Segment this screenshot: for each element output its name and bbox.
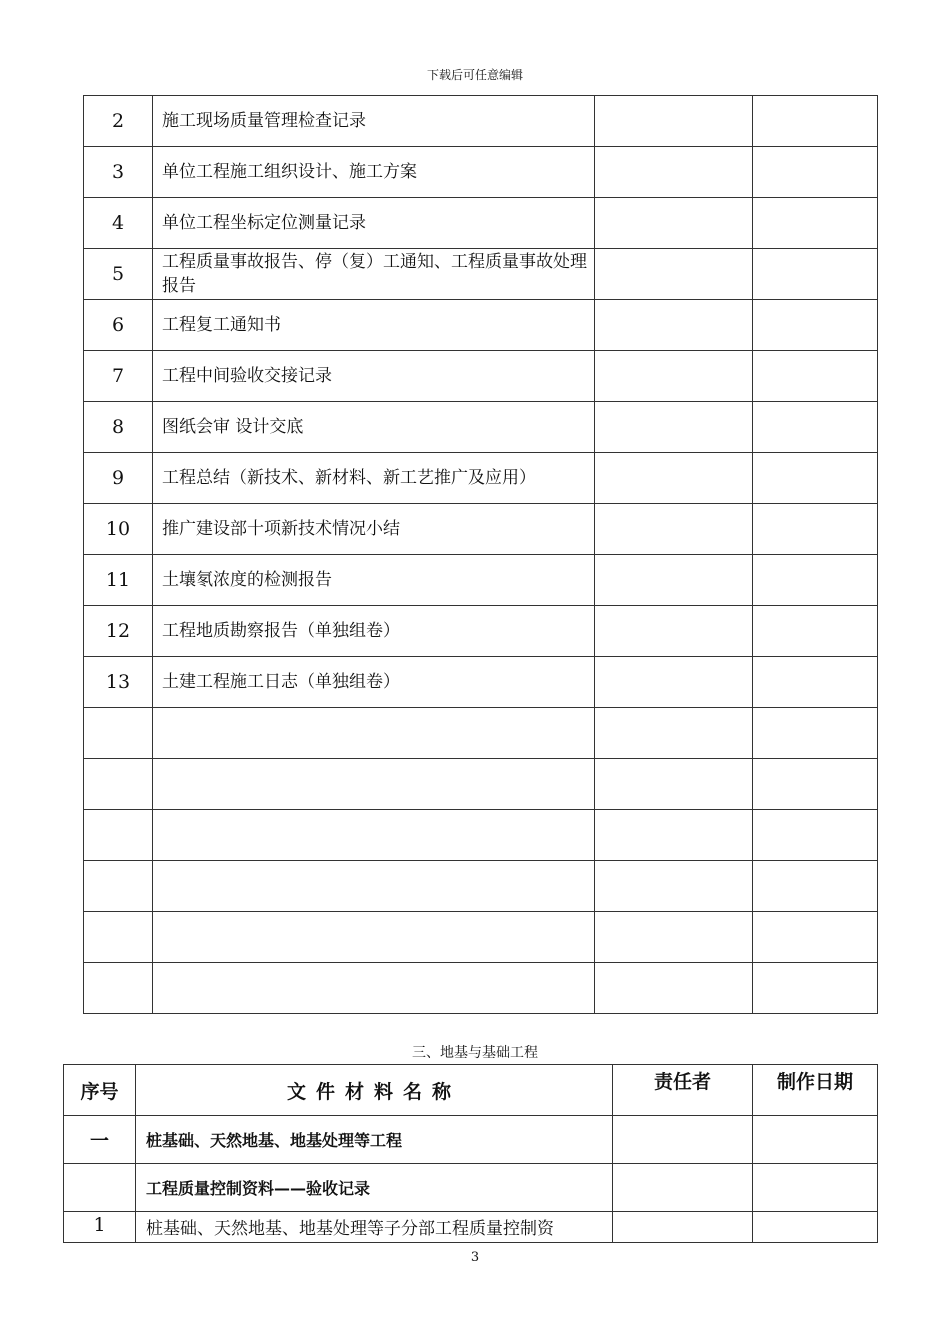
row-col-4	[753, 759, 878, 810]
row-col-3	[595, 249, 753, 300]
row-col-3	[595, 147, 753, 198]
row-col-3	[595, 96, 753, 147]
row-num: 一	[64, 1116, 136, 1164]
table-row	[84, 453, 878, 504]
table-row	[84, 606, 878, 657]
section-title: 三、地基与基础工程	[412, 1045, 538, 1061]
row-num	[84, 912, 153, 963]
row-name	[153, 912, 595, 963]
row-col-4	[753, 147, 878, 198]
header-num: 序号	[64, 1065, 136, 1116]
row-col-3	[595, 861, 753, 912]
row-col-3	[595, 300, 753, 351]
row-num	[84, 759, 153, 810]
row-num: 12	[84, 606, 153, 657]
row-col-3	[595, 606, 753, 657]
row-responsible	[613, 1212, 753, 1243]
table-row	[84, 504, 878, 555]
row-col-4	[753, 963, 878, 1014]
row-col-4	[753, 351, 878, 402]
row-name: 单位工程坐标定位测量记录	[153, 198, 595, 249]
table-row	[84, 147, 878, 198]
row-num: 4	[84, 198, 153, 249]
table-row	[84, 402, 878, 453]
table-row	[84, 708, 878, 759]
table-row	[84, 555, 878, 606]
row-num	[84, 963, 153, 1014]
row-num: 8	[84, 402, 153, 453]
page-number: 3	[470, 1250, 480, 1265]
row-col-4	[753, 504, 878, 555]
table-row	[84, 351, 878, 402]
row-col-4	[753, 657, 878, 708]
row-num: 3	[84, 147, 153, 198]
row-num: 6	[84, 300, 153, 351]
row-col-4	[753, 708, 878, 759]
row-col-3	[595, 198, 753, 249]
row-num: 5	[84, 249, 153, 300]
row-col-4	[753, 555, 878, 606]
header-name: 文件材料名称	[136, 1065, 613, 1116]
row-name: 图纸会审 设计交底	[153, 402, 595, 453]
table-row	[84, 810, 878, 861]
row-num: 13	[84, 657, 153, 708]
row-col-3	[595, 657, 753, 708]
row-col-3	[595, 555, 753, 606]
row-col-4	[753, 861, 878, 912]
row-col-4	[753, 912, 878, 963]
row-col-4	[753, 810, 878, 861]
row-name	[153, 861, 595, 912]
row-num: 1	[64, 1212, 136, 1243]
table-body	[84, 96, 878, 1014]
table-row	[64, 1164, 878, 1212]
row-name: 工程复工通知书	[153, 300, 595, 351]
table-row	[84, 963, 878, 1014]
row-col-3	[595, 351, 753, 402]
row-col-3	[595, 453, 753, 504]
table-row	[84, 249, 878, 300]
row-name	[153, 708, 595, 759]
row-num: 10	[84, 504, 153, 555]
table-row	[64, 1116, 878, 1164]
row-num: 7	[84, 351, 153, 402]
row-name: 推广建设部十项新技术情况小结	[153, 504, 595, 555]
row-name: 工程质量事故报告、停（复）工通知、工程质量事故处理报告	[153, 249, 595, 300]
row-name	[153, 810, 595, 861]
row-col-3	[595, 708, 753, 759]
header-responsible: 责任者	[613, 1065, 753, 1116]
header-note: 下载后可任意编辑	[426, 68, 523, 82]
table-row	[84, 300, 878, 351]
table-row	[84, 861, 878, 912]
row-col-3	[595, 759, 753, 810]
row-col-4	[753, 453, 878, 504]
row-name: 土建工程施工日志（单独组卷）	[153, 657, 595, 708]
row-name: 工程中间验收交接记录	[153, 351, 595, 402]
row-num: 2	[84, 96, 153, 147]
row-col-3	[595, 810, 753, 861]
row-col-3	[595, 402, 753, 453]
row-num: 11	[84, 555, 153, 606]
row-responsible	[613, 1116, 753, 1164]
row-num: 9	[84, 453, 153, 504]
row-col-3	[595, 912, 753, 963]
table-row	[84, 198, 878, 249]
row-col-4	[753, 606, 878, 657]
row-col-3	[595, 504, 753, 555]
row-num	[84, 861, 153, 912]
row-col-4	[753, 402, 878, 453]
row-name	[153, 759, 595, 810]
row-name: 桩基础、天然地基、地基处理等工程	[136, 1116, 613, 1164]
row-num	[64, 1164, 136, 1212]
row-name: 工程总结（新技术、新材料、新工艺推广及应用）	[153, 453, 595, 504]
document-table-continued	[83, 95, 878, 1014]
row-name: 土壤氡浓度的检测报告	[153, 555, 595, 606]
row-date	[753, 1164, 878, 1212]
row-col-4	[753, 300, 878, 351]
table-row	[84, 759, 878, 810]
row-col-4	[753, 198, 878, 249]
foundation-table	[63, 1064, 878, 1243]
table-header-row	[64, 1065, 878, 1116]
table-row	[84, 912, 878, 963]
row-col-4	[753, 249, 878, 300]
row-date	[753, 1116, 878, 1164]
row-col-3	[595, 963, 753, 1014]
row-name: 工程地质勘察报告（单独组卷）	[153, 606, 595, 657]
row-name: 工程质量控制资料——验收记录	[136, 1164, 613, 1212]
row-name: 施工现场质量管理检查记录	[153, 96, 595, 147]
table-row	[84, 96, 878, 147]
header-date: 制作日期	[753, 1065, 878, 1116]
row-num	[84, 810, 153, 861]
table-row	[84, 657, 878, 708]
row-date	[753, 1212, 878, 1243]
row-num	[84, 708, 153, 759]
table-row	[64, 1212, 878, 1243]
row-name: 桩基础、天然地基、地基处理等子分部工程质量控制资	[136, 1212, 613, 1243]
row-name	[153, 963, 595, 1014]
row-name: 单位工程施工组织设计、施工方案	[153, 147, 595, 198]
row-responsible	[613, 1164, 753, 1212]
row-col-4	[753, 96, 878, 147]
